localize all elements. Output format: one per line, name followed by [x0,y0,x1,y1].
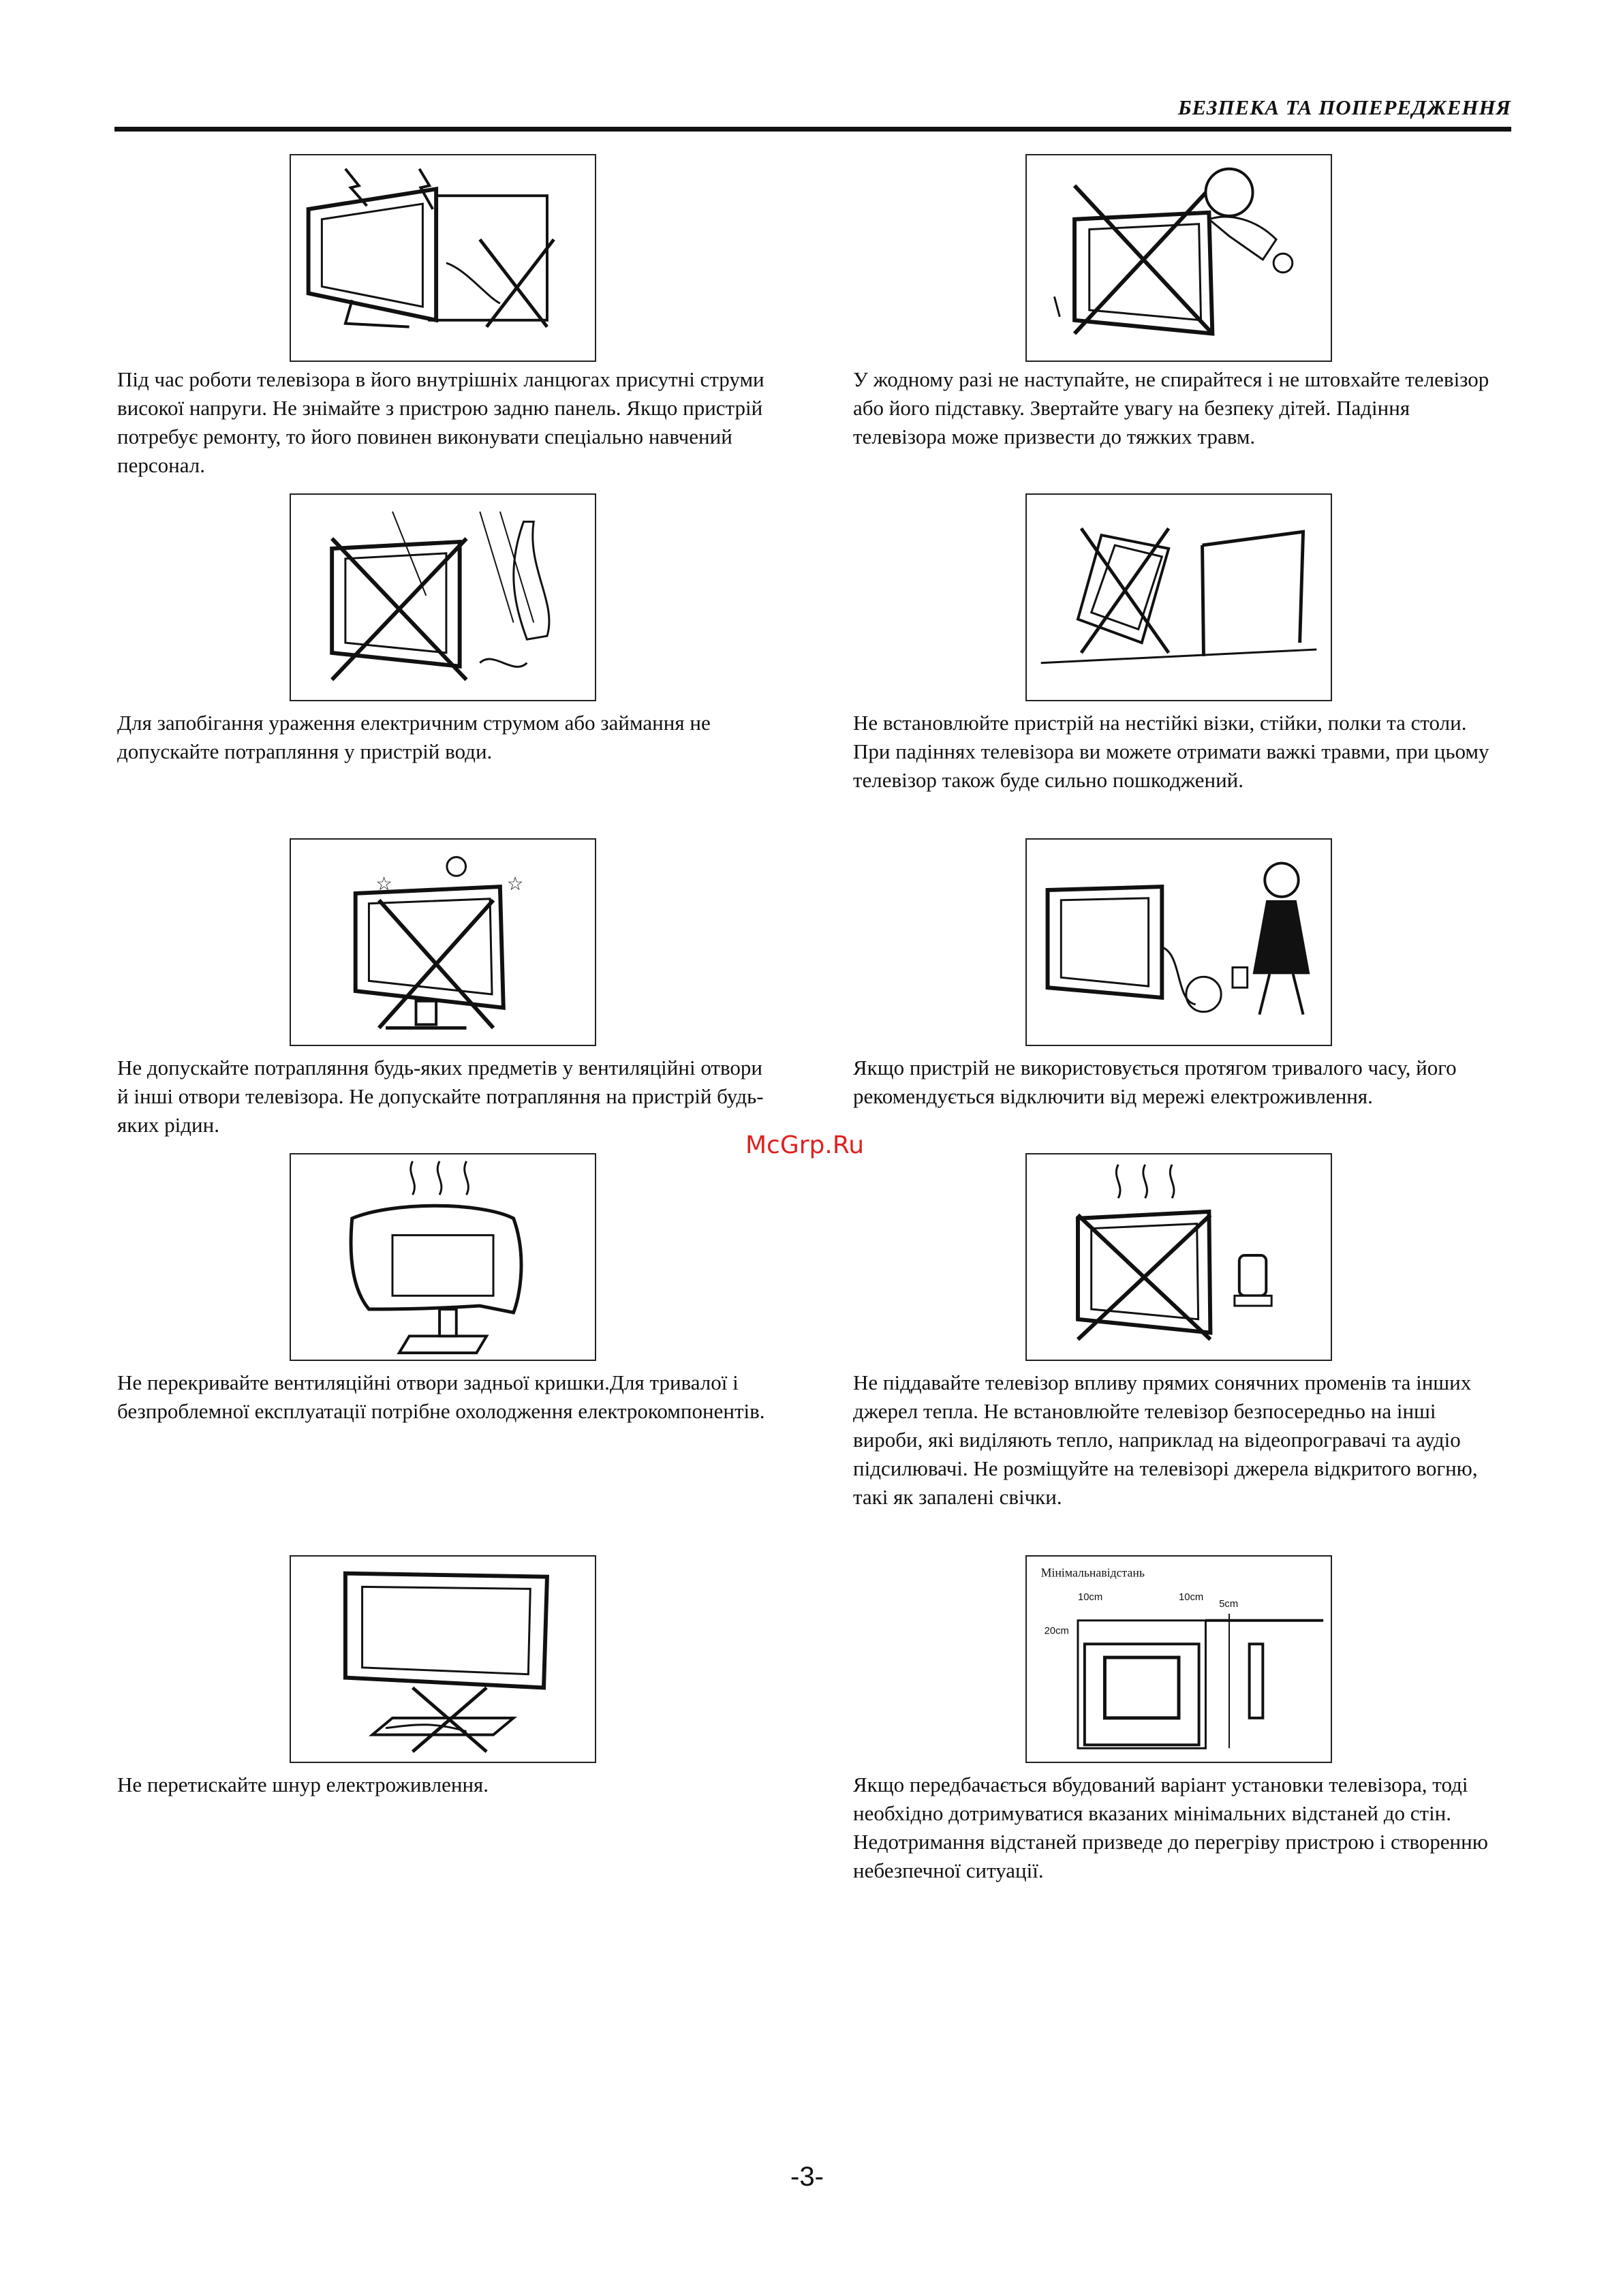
clearance-top-gap: 20cm [1044,1625,1069,1637]
figure-unplug [1025,838,1332,1046]
figure-cord [290,1555,596,1763]
unplug-power-icon [1027,840,1331,1045]
caption-covered: Не перекривайте вентиляційні отвори задньої кришки.Для тривалої і безпроблемної експлуатації потрібне охолодження електрокомпонентів. [117,1371,765,1423]
svg-text:☆: ☆ [375,873,393,895]
figure-vents-objects [290,838,596,1046]
svg-text:☆: ☆ [506,873,524,895]
minimum-clearance-icon [1027,1557,1331,1762]
figure-water [290,493,596,701]
caption-unplug: Якщо пристрій не використовується протягом тривалого часу, його рекомендується відключити від мережі електроживлення. [853,1056,1457,1108]
header-rule [114,127,1511,132]
water-near-tv-icon [291,495,595,700]
objects-in-vents-icon [291,840,595,1045]
power-cord-pinch-icon [291,1557,595,1762]
caption-child-climbing: У жодному разі не наступайте, не спирайтеся і не штовхайте телевізор або його підставку. Звертайте увагу на безпеку дітей. Падіння телевізора може призвести до тяжких травм. [853,367,1489,448]
caption-cord: Не перетискайте шнур електроживлення. [117,1773,489,1796]
figure-child-climbing [1025,154,1332,362]
figure-covered [290,1153,596,1361]
clearance-left-gap: 10cm [1077,1592,1103,1604]
heat-source-icon [1027,1154,1331,1360]
unstable-stand-icon [1027,495,1331,700]
caption-clearance: Якщо передбачається вбудований варіант установки телевізора, тоді необхідно дотримуватися вказаних мінімальних відстаней до стін. Недотримання відстаней призведе до перегріву пристрою і створенню небезпечної ситуації. [853,1773,1488,1882]
covered-vents-icon [291,1154,595,1360]
caption-water: Для запобігання ураження електричним струмом або займання не допускайте потрапляння у пристрій води. [117,711,711,763]
figure-clearance [1025,1555,1332,1763]
clearance-side-gap: 5cm [1219,1599,1239,1610]
header-title: БЕЗПЕКА ТА ПОПЕРЕДЖЕННЯ [1177,95,1511,119]
watermark: McGrp.Ru [745,1131,865,1159]
figure-high-voltage [290,154,596,362]
clearance-title: Мінімальнавідстань [1040,1565,1145,1580]
high-voltage-back-panel-icon [291,155,595,361]
figure-unstable [1025,493,1332,701]
caption-high-voltage: Під час роботи телевізора в його внутрішніх ланцюгах присутні струми високої напруги. Не знімайте з пристрою задню панель. Якщо пристрій потребує ремонту, то його повинен виконувати спеціально навчений персонал. [117,367,764,477]
caption-heat: Не піддавайте телевізор впливу прямих сонячних променів та інших джерел тепла. Не встановлюйте телевізор безпосередньо на інші вироби, які виділяють тепло, наприклад на відеопрогравачі та аудіо підсилювачі. Не розміщуйте на телевізорі джерела відкритого вогню, такі як запалені свічки. [853,1371,1478,1509]
child-climbing-tv-icon [1027,155,1331,361]
figure-heat [1025,1153,1332,1361]
clearance-right-gap: 10cm [1179,1592,1204,1604]
page-number: -3- [790,2162,824,2192]
caption-vents-objects: Не допускайте потрапляння будь-яких предметів у вентиляційні отвори й інші отвори телевізора. Не допускайте потрапляння на пристрій будь-яких рідин. [117,1056,764,1137]
caption-unstable: Не встановлюйте пристрій на нестійкі візки, стійки, полки та столи. При падіннях телевізора ви можете отримати важкі травми, при цьому телевізор також буде сильно пошкоджений. [853,711,1489,792]
